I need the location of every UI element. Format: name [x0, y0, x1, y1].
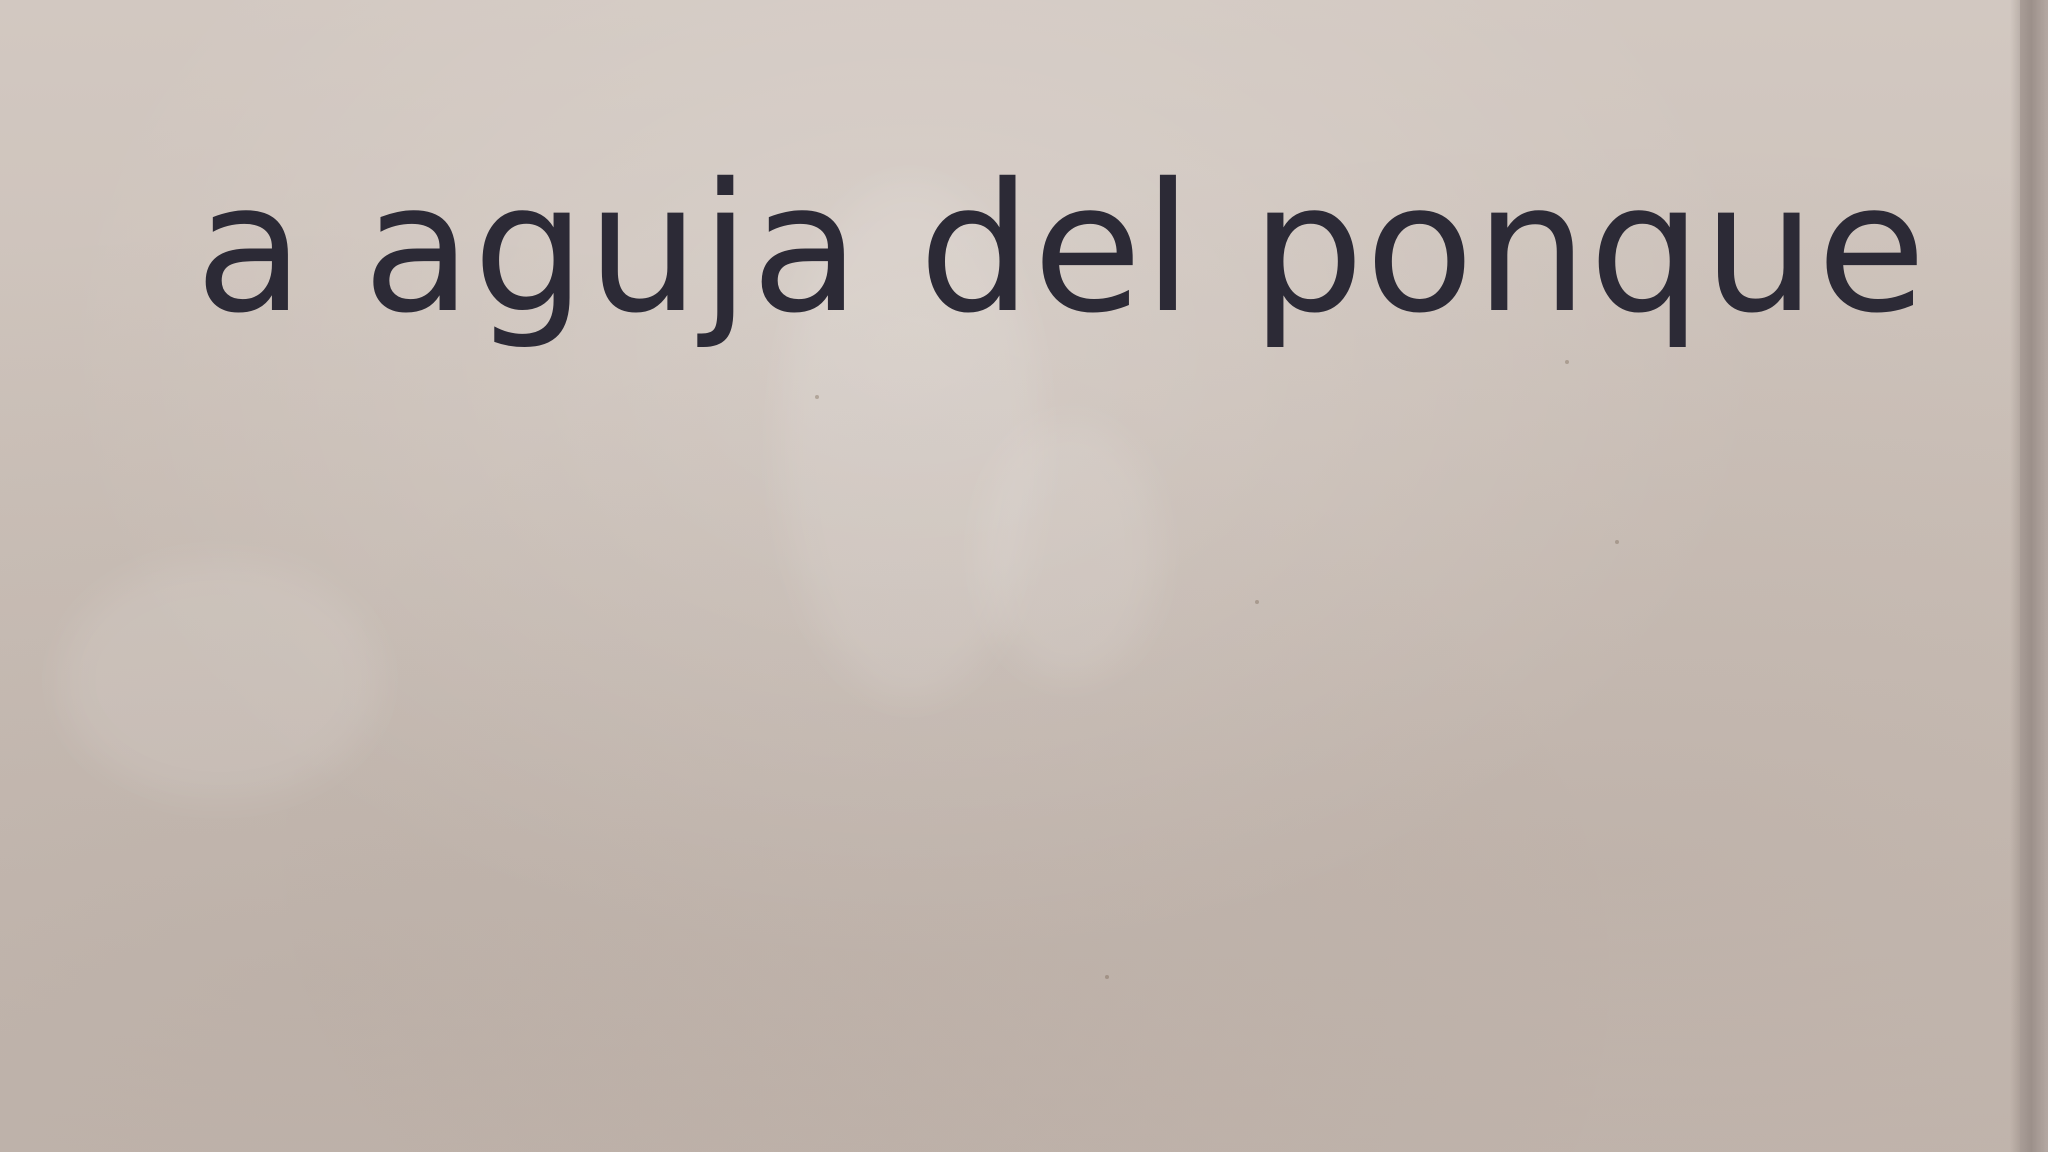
- printed-text: a aguja del ponque: [195, 145, 1928, 352]
- paper-wrinkle: [980, 420, 1160, 680]
- paper-wrinkle: [60, 560, 380, 800]
- paper-speck: [1565, 360, 1569, 364]
- paper-speck: [815, 395, 819, 399]
- paper-speck: [1255, 600, 1259, 604]
- paper-speck: [1615, 540, 1619, 544]
- paper-speck: [1105, 975, 1109, 979]
- paper-edge: [2020, 0, 2048, 1152]
